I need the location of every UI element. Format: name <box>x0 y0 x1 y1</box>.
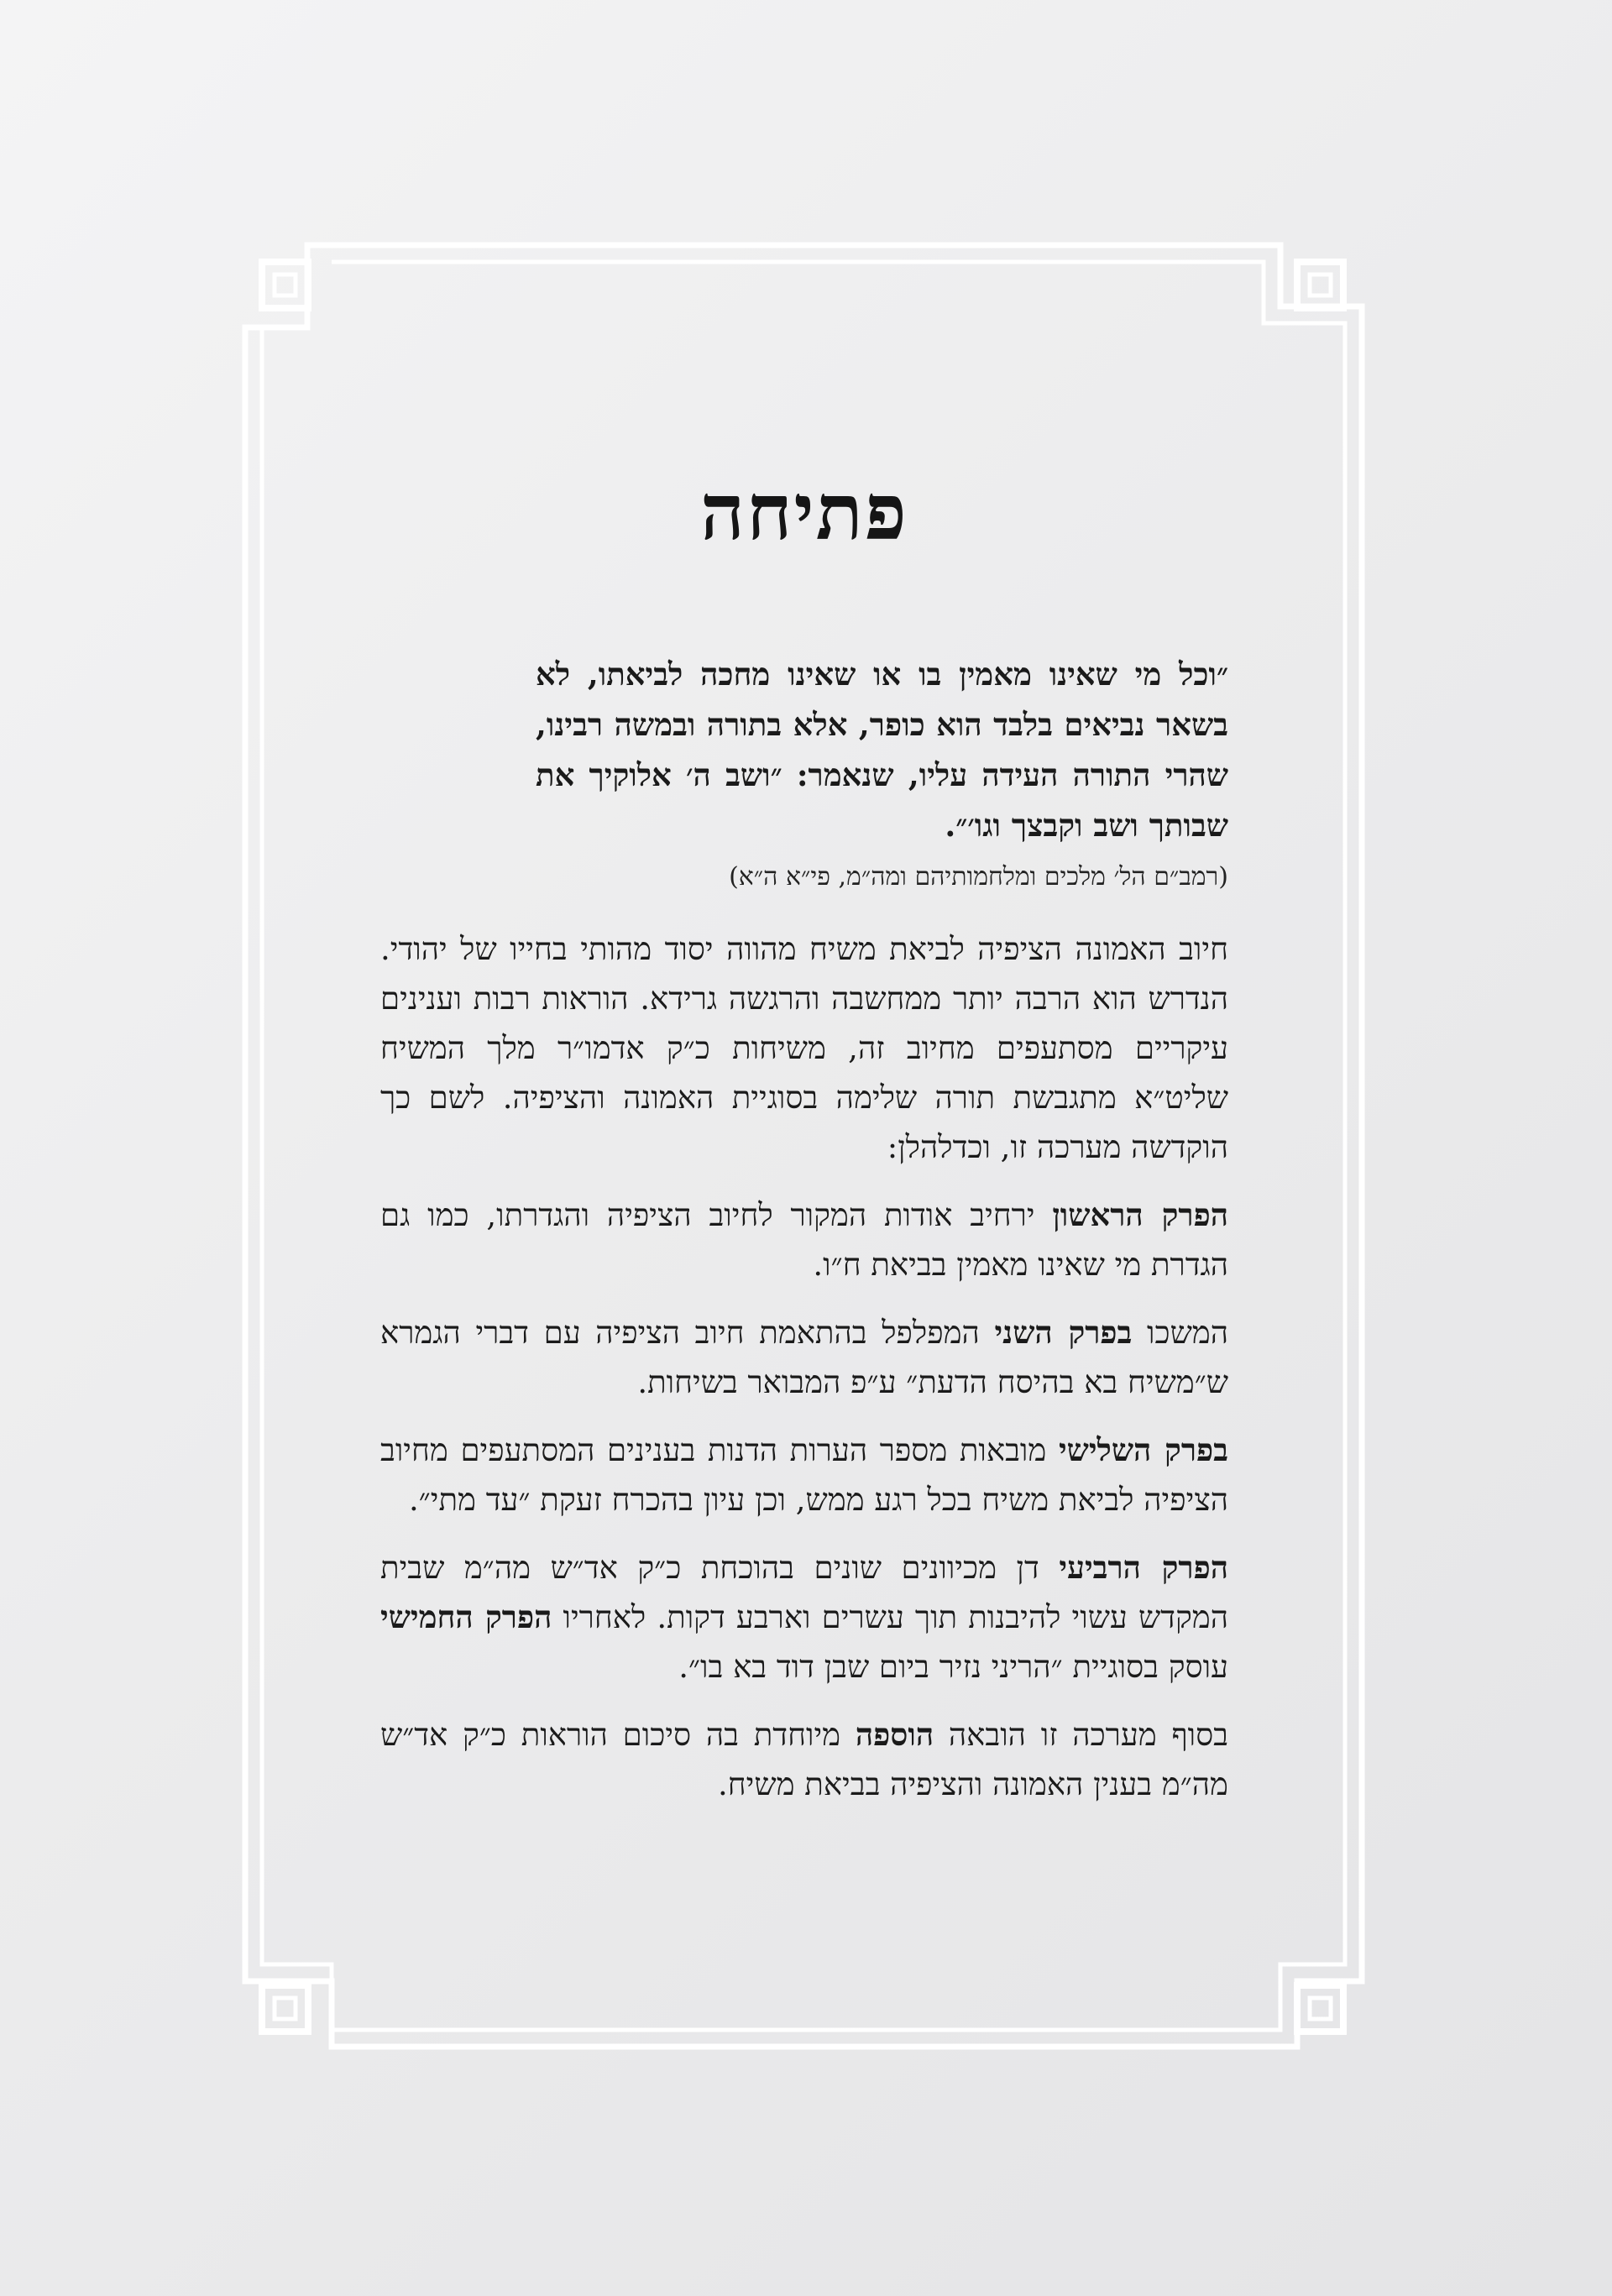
paragraph-text: המפלפל בהתאמת חיוב הציפיה עם דברי הגמרא ש״משיח בא בהיסח הדעת״ ע״פ המבואר בשיחות. <box>380 1315 1228 1400</box>
chapter-one-label: הפרק הראשון <box>1052 1196 1228 1233</box>
page-title: פתיחה <box>700 467 908 557</box>
chapter-two-paragraph <box>380 1308 1228 1407</box>
paragraph-text: עוסק בסוגיית ״הריני נזיר ביום שבן דוד בא בו״. <box>678 1649 1228 1685</box>
opening-quote: ״וכל מי שאינו מאמין בו או שאינו מחכה לביאתו, לא בשאר נביאים בלבד הוא כופר, אלא בתורה ובמשה רבינו, שהרי התורה העידה עליו, שנאמר: ״ושב ה׳ אלוקיך את שבותך ושב וקבצך וגו׳״. <box>536 656 1228 844</box>
page-content <box>380 466 1228 1828</box>
chapter-three-paragraph <box>380 1425 1228 1525</box>
intro-paragraph <box>380 924 1228 1172</box>
paragraph-prefix: בסוף מערכה זו הובאה <box>934 1717 1228 1753</box>
chapter-four-five-paragraph <box>380 1543 1228 1692</box>
chapter-one-paragraph <box>380 1190 1228 1289</box>
chapter-five-label: הפרק החמישי <box>380 1598 552 1635</box>
paragraph-text: ירחיב אודות המקור לחיוב הציפיה והגדרתו, כמו גם הגדרת מי שאינו מאמין בביאת ח״ו. <box>380 1197 1228 1283</box>
chapter-four-label: הפרק הרביעי <box>1059 1549 1229 1586</box>
paragraph-text: מובאות מספר הערות הדנות בענינים המסתעפים מחיוב הציפיה לביאת משיח בכל רגע ממש, וכן עיון בהכרח זעקת ״עד מתי״. <box>380 1432 1228 1518</box>
paragraph-text: חיוב האמונה הציפיה לביאת משיח מהווה יסוד מהותי בחייו של יהודי. הנדרש הוא הרבה יותר ממחשבה והרגשה גרידא. הוראות רבות וענינים עיקריים מסתעפים מחיוב זה, משיחות כ״ק אדמו״ר מלך המשיח שליט״א מתגבשת תורה שלימה בסוגיית האמונה והציפיה. לשם כך הוקדשה מערכה זו, וכדלהלן: <box>380 931 1228 1165</box>
paragraph-text: דן מכיוונים שונים בהוכחת כ״ק אד״ש מה״מ שבית המקדש עשוי להיבנות תוך עשרים וארבע דקות. לאחריו <box>380 1550 1228 1635</box>
quote-source: (רמב״ם הל׳ מלכים ומלחמותיהם ומה״מ, פי״א ה״א) <box>729 862 1228 892</box>
appendix-paragraph <box>380 1710 1228 1809</box>
chapter-two-label: בפרק השני <box>994 1314 1133 1351</box>
paragraph-text: מיוחדת בה סיכום הוראות כ״ק אד״ש מה״מ בענין האמונה והציפיה בביאת משיח. <box>380 1717 1228 1802</box>
chapter-three-label: בפרק השלישי <box>1058 1431 1228 1468</box>
paragraph-prefix: המשכו <box>1132 1315 1228 1351</box>
appendix-label: הוספה <box>855 1716 934 1753</box>
